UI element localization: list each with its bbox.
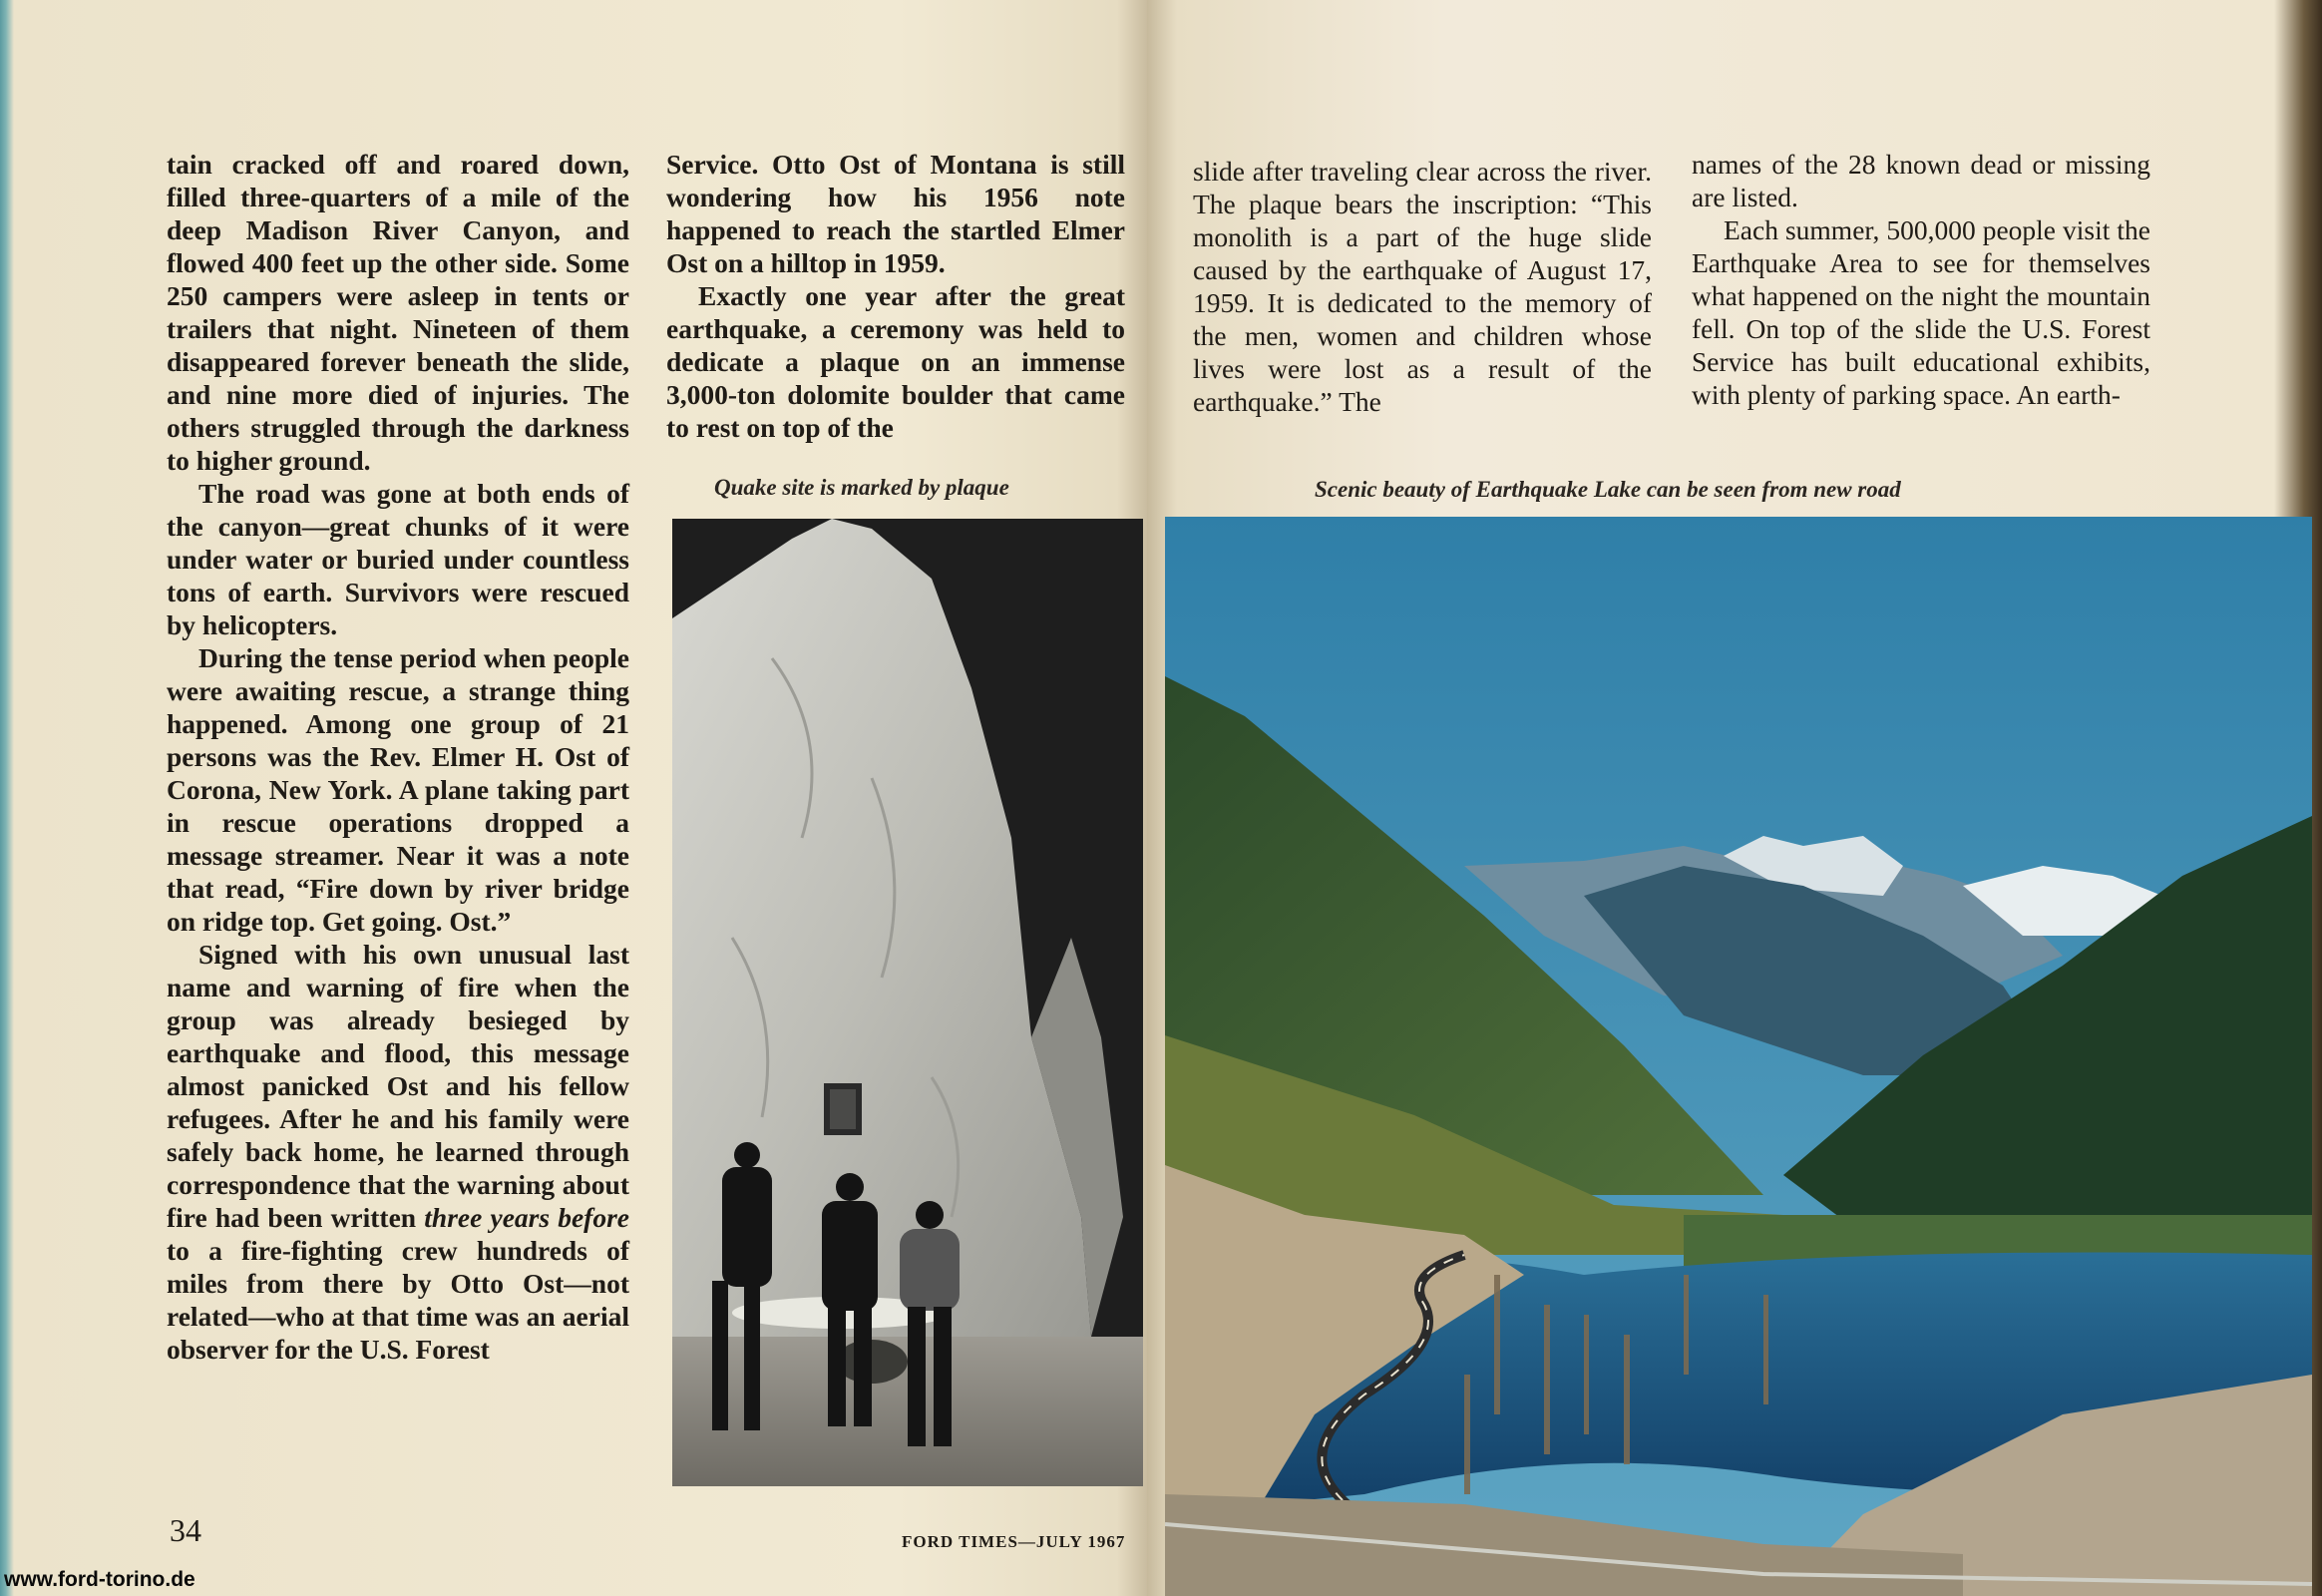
website-watermark: www.ford-torino.de	[4, 1568, 195, 1591]
page-number: 34	[170, 1512, 201, 1548]
paragraph	[167, 938, 629, 1366]
right-column-1	[1193, 155, 1652, 418]
paragraph: Each summer, 500,000 people visit the Earthquake Area to see for themselves what happened on the night the mountain fell. On top of the slide the U.S. Forest Service has built educational exhibits, with plenty of parking space. An earth-	[1692, 214, 2150, 410]
earthquake-lake-photo	[1165, 517, 2312, 1596]
boulder-photo-illustration	[672, 519, 1143, 1486]
emphasis-text: three years before	[424, 1202, 629, 1233]
lake-photo-illustration	[1165, 517, 2312, 1596]
lake-photo-caption: Scenic beauty of Earthquake Lake can be seen from new road	[1315, 477, 1901, 502]
paragraph: slide after traveling clear across the river. The plaque bears the inscription: “This monolith is a part of the huge slide caused by the earthquake of August 17, 1959. It is dedicated to the memory of the men, women and children whose lives were lost as a result of the earthquake.” The	[1193, 156, 1652, 417]
paragraph-text: Signed with his own unusual last name and warning of fire when the group was already besieged by earthquake and flood, this message almost panicked Ost and his fellow refugees. After he and his family were safely back home, he learned through correspondence that the warning about fire had been written	[167, 939, 629, 1233]
magazine-footer: FORD TIMES—JULY 1967	[902, 1532, 1126, 1551]
paragraph: Exactly one year after the great earthquake, a ceremony was held to dedicate a plaque on an immense 3,000-ton dolomite boulder that came to rest on top of the	[666, 280, 1125, 443]
left-column-1	[167, 148, 629, 1366]
paragraph: Service. Otto Ost of Montana is still wondering how his 1956 note happened to reach the startled Elmer Ost on a hilltop in 1959.	[666, 149, 1125, 278]
plaque-photo-caption: Quake site is marked by plaque	[714, 475, 1009, 500]
paragraph: tain cracked off and roared down, filled three-quarters of a mile of the deep Madison River Canyon, and flowed 400 feet up the other side. Some 250 campers were asleep in tents or trailers that night. Nineteen of them disappeared forever beneath the slide, and nine more died of injuries. The others struggled through the darkness to higher ground.	[167, 149, 629, 476]
plaque-boulder-photo	[672, 519, 1143, 1486]
paragraph: During the tense period when people were awaiting rescue, a strange thing happened. Among one group of 21 persons was the Rev. Elmer H. Ost of Corona, New York. A plane taking part in rescue operations dropped a message streamer. Near it was a note that read, “Fire down by river bridge on ridge top. Get going. Ost.”	[167, 642, 629, 937]
paragraph: names of the 28 known dead or missing are listed.	[1692, 149, 2150, 212]
paragraph-text: to a fire-fighting crew hundreds of miles from there by Otto Ost—not related—who at that time was an aerial observer for the U.S. Forest	[167, 1235, 629, 1365]
right-column-2	[1692, 148, 2150, 411]
left-column-2	[666, 148, 1125, 444]
left-page	[0, 0, 1147, 1596]
paragraph: The road was gone at both ends of the canyon—great chunks of it were under water or buried under countless tons of earth. Survivors were rescued by helicopters.	[167, 478, 629, 640]
